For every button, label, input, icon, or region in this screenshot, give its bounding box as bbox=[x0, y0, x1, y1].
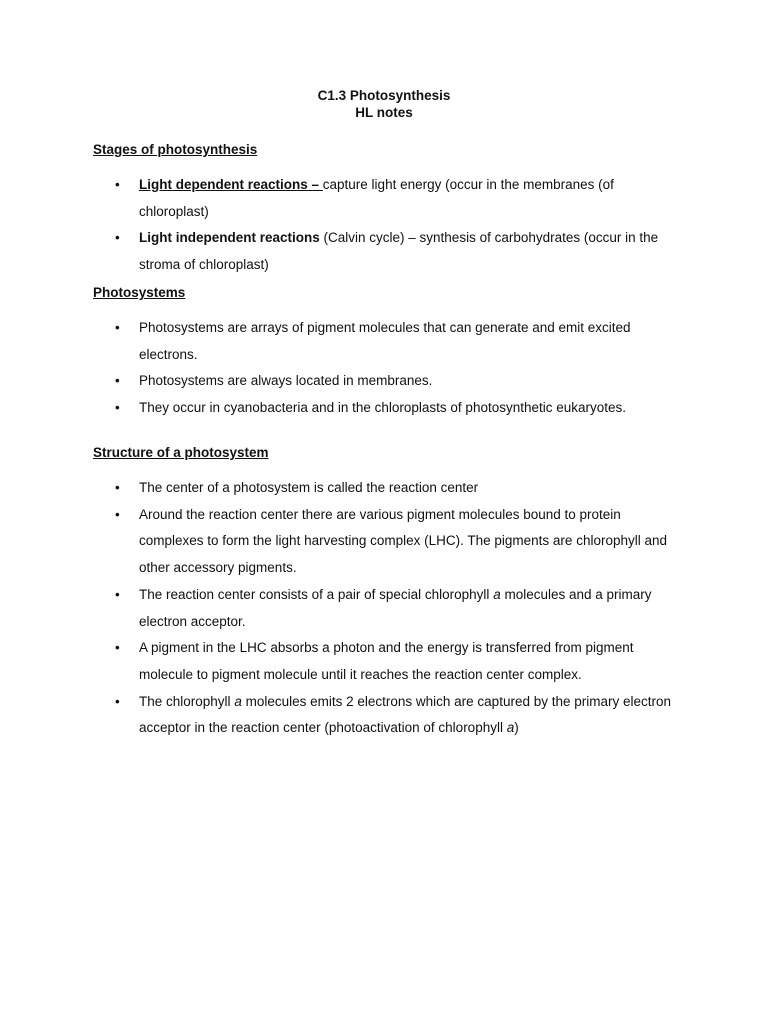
item-text-part: molecules and a primary electron acceptor. bbox=[139, 586, 652, 629]
item-text: The center of a photosystem is called the reaction center bbox=[139, 480, 479, 495]
item-text: They occur in cyanobacteria and in the chloroplasts of photosynthetic eukaryotes. bbox=[139, 400, 627, 416]
list-item bbox=[0, 635, 768, 688]
bullet-icon: • bbox=[115, 480, 120, 495]
item-text-part: The chlorophyll bbox=[139, 693, 235, 709]
title-block bbox=[0, 87, 768, 121]
item-text: A pigment in the LHC absorbs a photon and the energy is transferred from pigment molecule to pigment molecule until it reaches the reaction center complex. bbox=[139, 640, 634, 682]
item-text: Around the reaction center there are various pigment molecules bound to protein complexes to form the light harvesting complex (LHC). The pigments are chlorophyll and other accessory pigments. bbox=[139, 506, 667, 576]
item-lead: Light dependent reactions – bbox=[139, 177, 323, 192]
list-item bbox=[0, 368, 768, 395]
item-text-italic: a bbox=[493, 586, 501, 602]
stages-list bbox=[0, 172, 768, 279]
list-item bbox=[0, 172, 768, 225]
document-subtitle: HL notes bbox=[355, 105, 413, 120]
item-text: Photosystems are always located in membranes. bbox=[139, 373, 433, 389]
item-text: capture light energy (occur in the membranes (of chloroplast) bbox=[139, 177, 614, 219]
list-item bbox=[0, 582, 768, 635]
bullet-icon: • bbox=[115, 506, 120, 522]
item-text: (Calvin cycle) – synthesis of carbohydrates (occur in the stroma of chloroplast) bbox=[139, 230, 659, 273]
bullet-icon: • bbox=[115, 400, 120, 416]
item-text: Photosystems are arrays of pigment molecules that can generate and emit excited electrons. bbox=[139, 320, 631, 362]
structure-list bbox=[0, 475, 768, 742]
item-lead: Light independent reactions bbox=[139, 230, 320, 246]
section-heading-structure: Structure of a photosystem bbox=[93, 445, 269, 460]
photosystems-list bbox=[0, 315, 768, 422]
bullet-icon: • bbox=[115, 320, 120, 335]
item-text-part: molecules emits 2 electrons which are captured by the primary electron acceptor in the reaction center (photoactivation of chlorophyll bbox=[139, 693, 672, 736]
bullet-icon: • bbox=[115, 230, 120, 246]
bullet-icon: • bbox=[115, 693, 120, 709]
document-title: C1.3 Photosynthesis bbox=[317, 88, 451, 103]
bullet-icon: • bbox=[115, 177, 120, 192]
item-text-italic: a bbox=[506, 720, 515, 736]
list-item bbox=[0, 475, 768, 502]
item-text-part: ) bbox=[514, 720, 519, 736]
bullet-icon: • bbox=[115, 640, 120, 656]
list-item bbox=[0, 225, 768, 278]
bullet-icon: • bbox=[115, 373, 120, 389]
list-item bbox=[0, 315, 768, 368]
section-heading-photosystems: Photosystems bbox=[93, 285, 186, 300]
list-item bbox=[0, 689, 768, 742]
list-item bbox=[0, 502, 768, 582]
list-item bbox=[0, 395, 768, 422]
section-heading-stages: Stages of photosynthesis bbox=[93, 142, 258, 157]
item-text-part: The reaction center consists of a pair of special chlorophyll bbox=[139, 586, 494, 602]
item-text-italic: a bbox=[234, 693, 242, 709]
bullet-icon: • bbox=[115, 586, 120, 602]
